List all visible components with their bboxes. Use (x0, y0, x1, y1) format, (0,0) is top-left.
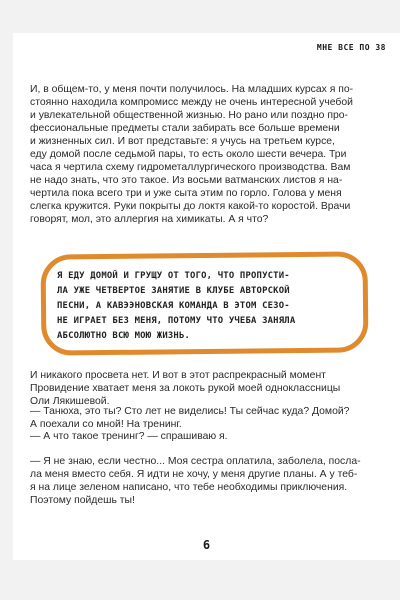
text-line: стоянно находила компромисс между не очень интересной учебой (30, 97, 353, 108)
text-line: — А что такое тренинг? — спрашиваю я. (30, 431, 228, 442)
text-line: еду домой после седьмой пары, то есть около шести вечера. Три (30, 149, 347, 160)
text-line: Провидение хватает меня за локоть рукой моей одноклассницы (30, 383, 341, 394)
text-line: и жизненных сил. И вот представьте: я учусь на третьем курсе, (30, 136, 335, 147)
text-line: А поехали со мной! На тренинг. (30, 419, 182, 430)
book-page (13, 33, 400, 560)
paragraph (30, 455, 386, 507)
paragraph (30, 369, 386, 408)
page-number: 6 (202, 538, 211, 552)
text-line: — Я не знаю, если честно... Моя сестра оплатила, заболела, посла- (30, 456, 361, 467)
text-line: чертила пока всего три и уже сыта этим по горло. Голова у меня (30, 188, 342, 199)
callout-line: АБСОЛЮТНО ВСЮ МОЮ ЖИЗНЬ. (57, 331, 191, 341)
text-line: часа я чертила схему гидрометаллургического производства. Вам (30, 162, 351, 173)
text-line: И, в общем-то, у меня почти получилось. На младших курсах я по- (30, 84, 354, 95)
text-line: и увлекательной общественной жизнью. Но рано или поздно про- (30, 110, 348, 121)
text-line: фессиональные предметы стали забирать все больше времени (30, 123, 340, 134)
paragraph (30, 430, 386, 443)
callout-line: Я ЕДУ ДОМОЙ И ГРУЩУ ОТ ТОГО, ЧТО ПРОПУСТИ- (57, 271, 290, 281)
running-title: МНЕ ВСЕ ПО 38 (316, 43, 386, 52)
paragraph (30, 83, 386, 226)
text-line: ла меня вместо себя. Я идти не хочу, у меня другие планы. А у теб- (30, 469, 358, 480)
text-line: говорят, мол, это аллергия на химикаты. А я что? (30, 214, 269, 225)
callout-line: НЕ ИГРАЕТ БЕЗ МЕНЯ, ПОТОМУ ЧТО УЧЕБА ЗАНЯЛА (57, 316, 296, 326)
paragraph (30, 405, 386, 431)
text-line: слегка кружится. Руки покрыты до локтя какой-то коростой. Врачи (30, 201, 351, 212)
text-line: не надо знать, что это такое. Из восьми ватманских листов я на- (30, 175, 343, 186)
text-line: И никакого просвета нет. И вот в этот распрекрасный момент (30, 370, 326, 381)
text-line: Оли Лякишевой. (30, 396, 110, 407)
callout-line: ПЕСНИ, А КАВЭЭНОВСКАЯ КОМАНДА В ЭТОМ СЕЗО- (57, 301, 290, 311)
callout-quote (57, 269, 357, 344)
text-line: Поэтому пойдешь ты! (30, 495, 135, 506)
callout-line: ЛА УЖЕ ЧЕТВЕРТОЕ ЗАНЯТИЕ В КЛУБЕ АВТОРСКОЙ (57, 286, 290, 296)
text-line: я на лице зеленом написано, что тебе необходимы приключения. (30, 482, 348, 493)
text-line: — Танюха, это ты? Сто лет не виделись! Ты сейчас куда? Домой? (30, 406, 350, 417)
